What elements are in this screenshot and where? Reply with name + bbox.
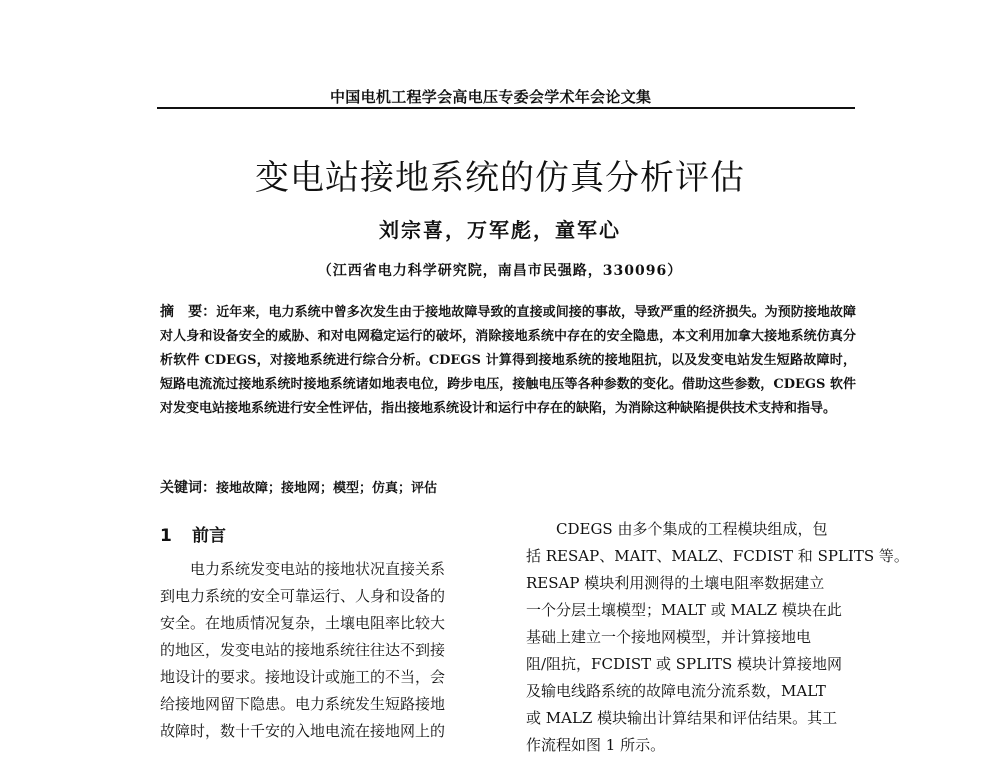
abstract-text: 近年来，电力系统中曾多次发生由于接地故障导致的直接或间接的事故，导致严重的经济损失。为预防接地故障对人身和设备安全的威胁、和对电网稳定运行的破坏，消除接地系统中存在的安全隐患，本文利用加拿大接地系统仿真分析软件 CDEGS，对接地系统进行综合分析。CDEGS 计算得到接地系统的接地阻抗，以及发变电站发生短路故障时，短路电流流过接地系统时接地系统诸如地表电位，跨步电压，接触电压等各种参数的变化。借助这些参数，CDEGS 软件对发变电站接地系统进行安全性评估，指出接地系统设计和运行中存在的缺陷，为消除这种缺陷提供技术支持和指导。 (160, 305, 856, 416)
left-column (160, 516, 490, 745)
body-line: 及输电线路系统的故障电流分流系数，MALT (526, 682, 826, 700)
body-line: 给接地网留下隐患。电力系统发生短路接地 (160, 695, 446, 713)
body-line: 或 MALZ 模块输出计算结果和评估结果。其工 (526, 709, 838, 727)
section-heading (160, 516, 490, 556)
header-rule (157, 107, 855, 109)
body-line: 地设计的要求。接地设计或施工的不当，会 (160, 668, 446, 686)
right-column (526, 516, 909, 759)
paper-title: 变电站接地系统的仿真分析评估 (255, 158, 745, 198)
body-line: 括 RESAP、MAIT、MALZ、FCDIST 和 SPLITS 等。 (526, 547, 909, 565)
section-title: 前言 (192, 526, 226, 546)
body-line: 阻/阻抗，FCDIST 或 SPLITS 模块计算接地网 (526, 655, 843, 673)
section-number: 1 (160, 526, 172, 546)
abstract-label: 摘 要： (160, 304, 217, 320)
paper-authors: 刘宗喜，万军彪，童军心 (379, 218, 621, 242)
keywords-label: 关键词： (160, 480, 216, 496)
body-line: CDEGS 由多个集成的工程模块组成，包 (556, 520, 828, 538)
body-line: 的地区，发变电站的接地系统往往达不到接 (160, 641, 446, 659)
body-line: 电力系统发变电站的接地状况直接关系 (190, 560, 446, 578)
body-line: 一个分层土壤模型；MALT 或 MALZ 模块在此 (526, 601, 842, 619)
body-line: 基础上建立一个接地网模型，并计算接地电 (526, 628, 812, 646)
paper-affiliation: （江西省电力科学研究院，南昌市民强路，330096） (317, 263, 683, 279)
abstract (160, 300, 856, 421)
body-line: 安全。在地质情况复杂，土壤电阻率比较大 (160, 614, 446, 632)
body-line: 到电力系统的安全可靠运行、人身和设备的 (160, 587, 446, 605)
body-line: 故障时，数十千安的入地电流在接地网上的 (160, 722, 446, 740)
body-line: 作流程如图 1 所示。 (526, 736, 666, 754)
body-line: RESAP 模块利用测得的土壤电阻率数据建立 (526, 574, 825, 592)
keywords (160, 477, 437, 497)
keywords-text: 接地故障；接地网；模型；仿真；评估 (216, 481, 438, 496)
running-header: 中国电机工程学会高电压专委会学术年会论文集 (330, 88, 652, 106)
